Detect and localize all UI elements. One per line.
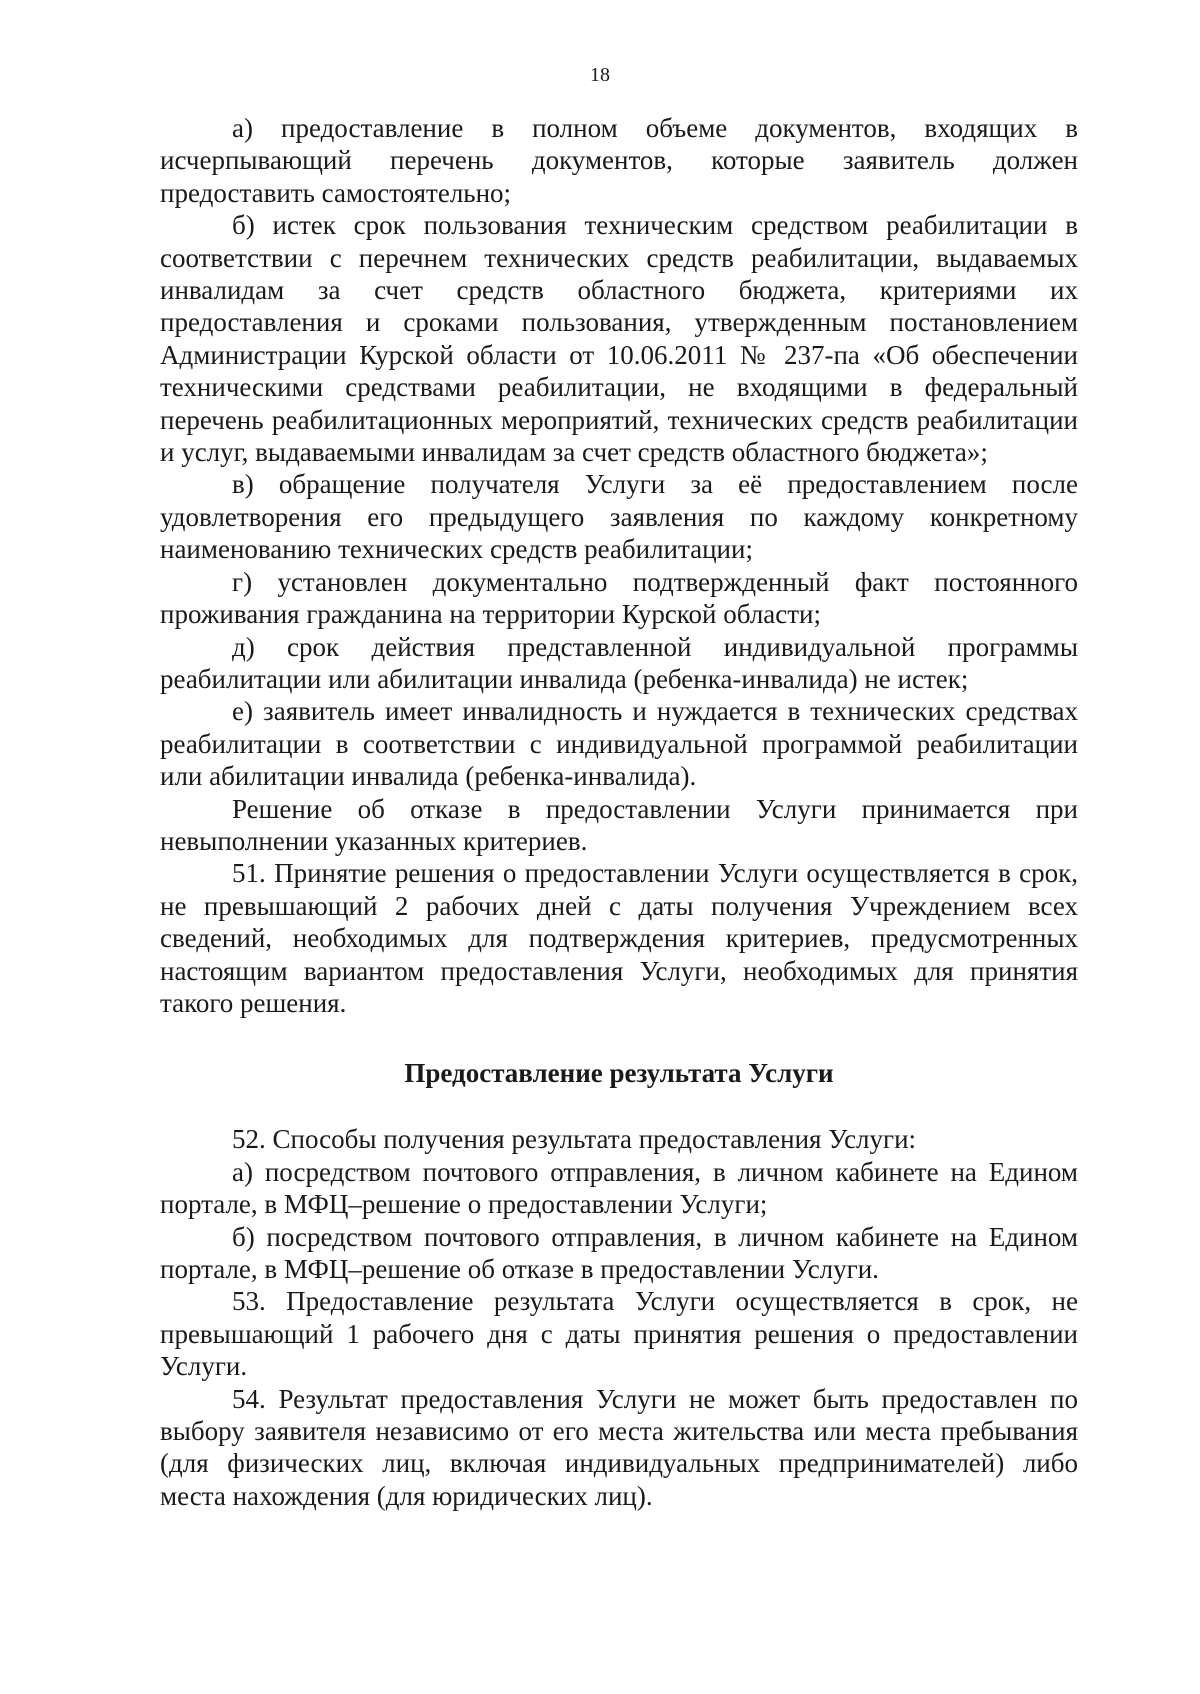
paragraph-item-52-a: а) посредством почтового отправления, в личном кабинете на Едином портале, в МФЦ–решение о предоставлении Услуги; (160, 1156, 1078, 1220)
paragraph-criterion-d: д) срок действия представленной индивидуальной программы реабилитации или абилитации инвалида (ребенка-инвалида) не истек; (160, 631, 1078, 694)
paragraph-criterion-e: е) заявитель имеет инвалидность и нуждается в технических средствах реабилитации в соответствии с индивидуальной программой реабилитации или абилитации инвалида (ребенка-инвалида). (160, 696, 1078, 792)
paragraph-criterion-v: в) обращение получателя Услуги за её предоставлением после удовлетворения его предыдущего заявления по каждому конкретному наименованию технических средств реабилитации; (160, 469, 1078, 565)
section-heading: Предоставление результата Услуги (404, 1058, 834, 1089)
paragraph-criterion-b: б) истек срок пользования техническим средством реабилитации в соответствии с перечнем технических средств реабилитации, выдаваемых инвалидам за счет средств областного бюджета, критериями их предоставления и сроками пользования, утвержденным постановлением Администрации Курской области от 10.06.2011 № 237-па «Об обеспечении техническими средствами реабилитации, не входящими в федеральный перечень реабилитационных мероприятий, технических средств реабилитации и услуг, выдаваемыми инвалидам за счет средств областного бюджета»; (160, 210, 1078, 468)
paragraph-criterion-g: г) установлен документально подтвержденный факт постоянного проживания гражданина на территории Курской области; (160, 566, 1078, 630)
paragraph-item-53: 53. Предоставление результата Услуги осуществляется в срок, не превышающий 1 рабочего дня с даты принятия решения о предоставлении Услуги. (160, 1286, 1078, 1382)
paragraph-item-52: 52. Способы получения результата предоставления Услуги: (232, 1124, 917, 1155)
paragraph-item-54: 54. Результат предоставления Услуги не может быть предоставлен по выбору заявителя независимо от его места жительства или места пребывания (для физических лиц, включая индивидуальных предпринимателей) либо места нахождения (для юридических лиц). (160, 1383, 1078, 1511)
paragraph-item-51: 51. Принятие решения о предоставлении Услуги осуществляется в срок, не превышающий 2 рабочих дней с даты получения Учреждением всех сведений, необходимых для подтверждения критериев, предусмотренных настоящим вариантом предоставления Услуги, необходимых для принятия такого решения. (160, 858, 1078, 1018)
paragraph-refusal-decision: Решение об отказе в предоставлении Услуги принимается при невыполнении указанных критериев. (160, 793, 1078, 856)
page-number: 18 (590, 64, 610, 86)
paragraph-item-52-b: б) посредством почтового отправления, в личном кабинете на Едином портале, в МФЦ–решение об отказе в предоставлении Услуги. (160, 1221, 1078, 1284)
paragraph-criterion-a: а) предоставление в полном объеме документов, входящих в исчерпывающий перечень документов, которые заявитель должен предоставить самостоятельно; (160, 113, 1078, 208)
document-body (160, 112, 1078, 1512)
